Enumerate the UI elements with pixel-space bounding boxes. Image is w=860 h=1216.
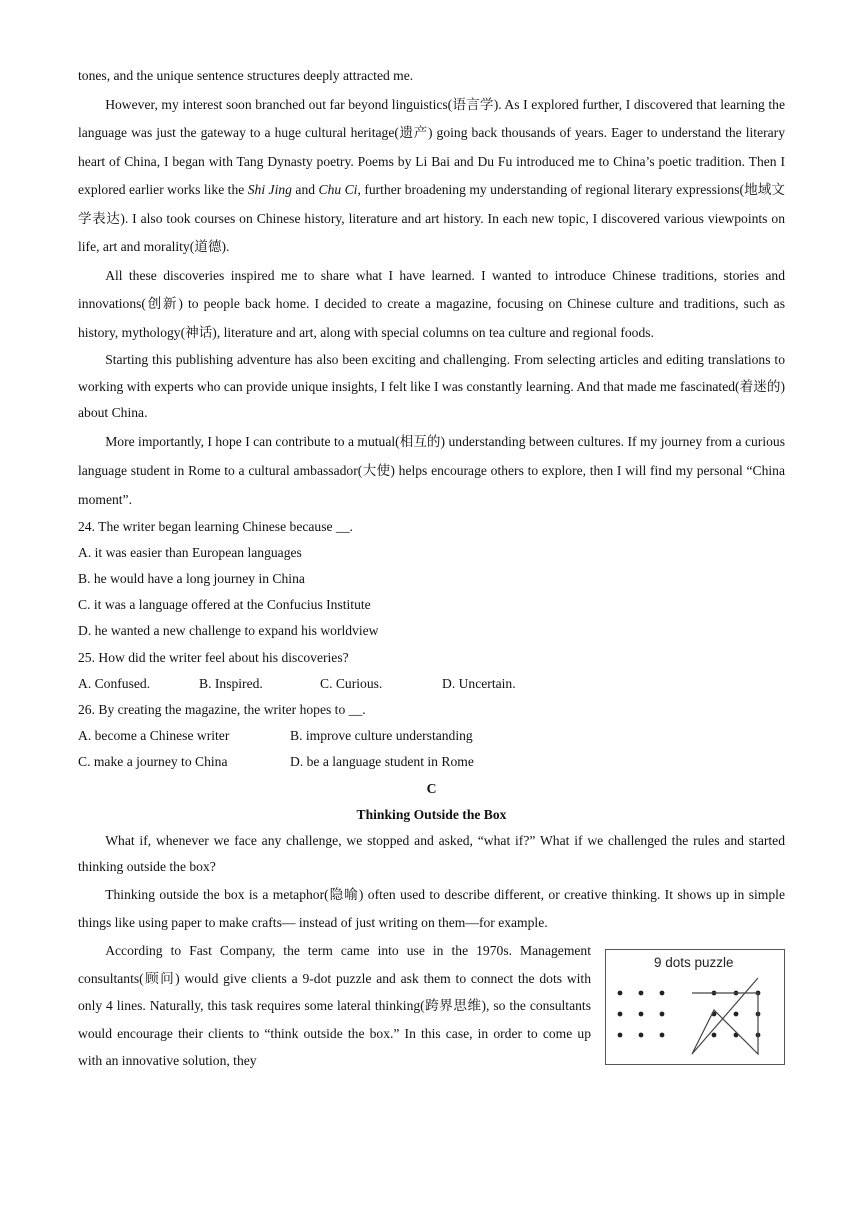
paragraph-linguistics (78, 91, 785, 262)
dot (734, 1012, 739, 1017)
dot (639, 1012, 644, 1017)
unsolved-dots-grid (618, 991, 665, 1038)
question-25-options (78, 671, 785, 697)
question-25-option-b: B. Inspired. (199, 675, 263, 691)
question-24-option-a: A. it was easier than European languages (78, 544, 302, 560)
dot (660, 991, 665, 996)
dot (660, 1012, 665, 1017)
nine-dots-puzzle-figure (605, 949, 785, 1065)
paragraph-text: However, my interest soon branched out far beyond linguistics(语言学). As I explored further, I discovered that learning the language was just the gateway to a huge cultural heritage(遗产) going back thousands of years. Eager to understand the literary heart of China, I began with Tang Dynasty poetry. Poems by Li Bai and Du Fu introduced me to China’s poetic tradition. Then I explored earlier works like the (78, 96, 785, 197)
document-page (78, 62, 785, 1075)
paragraph-text: and (291, 182, 319, 197)
question-25-option-d: D. Uncertain. (442, 675, 516, 691)
question-26-stem: 26. By creating the magazine, the writer hopes to __. (78, 701, 366, 717)
question-26-option-d: D. be a language student in Rome (290, 754, 474, 770)
question-26-options-row2 (78, 749, 785, 775)
dot (639, 991, 644, 996)
question-24-stem: 24. The writer began learning Chinese because __. (78, 518, 353, 534)
figure-title: 9 dots puzzle (654, 954, 734, 970)
paragraph-metaphor: Thinking outside the box is a metaphor(隐喻) often used to describe different, or creative thinking. It shows up in simple things like using paper to make crafts— instead of just writing on them—for example. (78, 886, 785, 930)
question-24-option-c: C. it was a language offered at the Confucius Institute (78, 597, 371, 613)
dot (639, 1033, 644, 1038)
question-26-options-row1 (78, 723, 785, 749)
question-26-option-b: B. improve culture understanding (290, 728, 473, 744)
paragraph-publishing: Starting this publishing adventure has also been exciting and challenging. From selecting articles and editing translations to working with experts who can provide unique insights, I felt like I was constantly learning. And that made me fascinated(着迷的) about China. (78, 352, 785, 420)
title-chu-ci: Chu Ci (318, 182, 358, 197)
paragraph-mutual: More importantly, I hope I can contribute to a mutual(相互的) understanding between cultures. If my journey from a curious language student in Rome to a cultural ambassador(大使) helps encourage others to explore, then I will find my personal “China moment”. (78, 433, 785, 507)
paragraph-magazine: All these discoveries inspired me to share what I have learned. I wanted to introduce Chinese traditions, stories and innovations(创新) to people back home. I decided to create a magazine, focusing on Chinese culture and traditions, such as history, mythology(神话), literature and art, along with special columns on tea culture and regional foods. (78, 267, 785, 340)
dot (618, 1012, 623, 1017)
dot (618, 1033, 623, 1038)
question-25-option-c: C. Curious. (320, 675, 383, 691)
paragraph-what-if: What if, whenever we face any challenge, we stopped and asked, “what if?” What if we challenged the rules and started thinking outside the box? (78, 832, 785, 875)
dot (712, 1033, 717, 1038)
solution-lines (692, 978, 758, 1054)
question-24-option-b: B. he would have a long journey in China (78, 570, 305, 586)
question-25-stem: 25. How did the writer feel about his discoveries? (78, 649, 349, 665)
passage-title: Thinking Outside the Box (356, 806, 507, 822)
paragraph-continuation: tones, and the unique sentence structures deeply attracted me. (78, 68, 414, 83)
dot (660, 1033, 665, 1038)
paragraph-text: , further broadening my understanding of regional literary expressions(地域文学表达). I also took courses on Chinese history, literature and art history. In each new topic, I discovered various viewpoints on life, art and morality(道德). (78, 182, 785, 254)
question-24-option-d: D. he wanted a new challenge to expand his worldview (78, 623, 379, 639)
question-26-option-c: C. make a journey to China (78, 754, 228, 770)
paragraph-fast-company: According to Fast Company, the term came into use in the 1970s. Management consultants(顾问) would give clients a 9-dot puzzle and ask them to connect the dots with only 4 lines. Naturally, this task requires some lateral thinking(跨界思维), so the consultants would encourage their clients to “think outside the box.” In this case, in order to come up with an innovative solution, they (78, 942, 591, 1069)
question-26-option-a: A. become a Chinese writer (78, 728, 230, 744)
section-label: C (426, 780, 437, 796)
title-shi-jing: Shi Jing (247, 182, 292, 197)
question-25-option-a: A. Confused. (78, 675, 151, 691)
solved-dots-grid (712, 991, 761, 1038)
dot (618, 991, 623, 996)
